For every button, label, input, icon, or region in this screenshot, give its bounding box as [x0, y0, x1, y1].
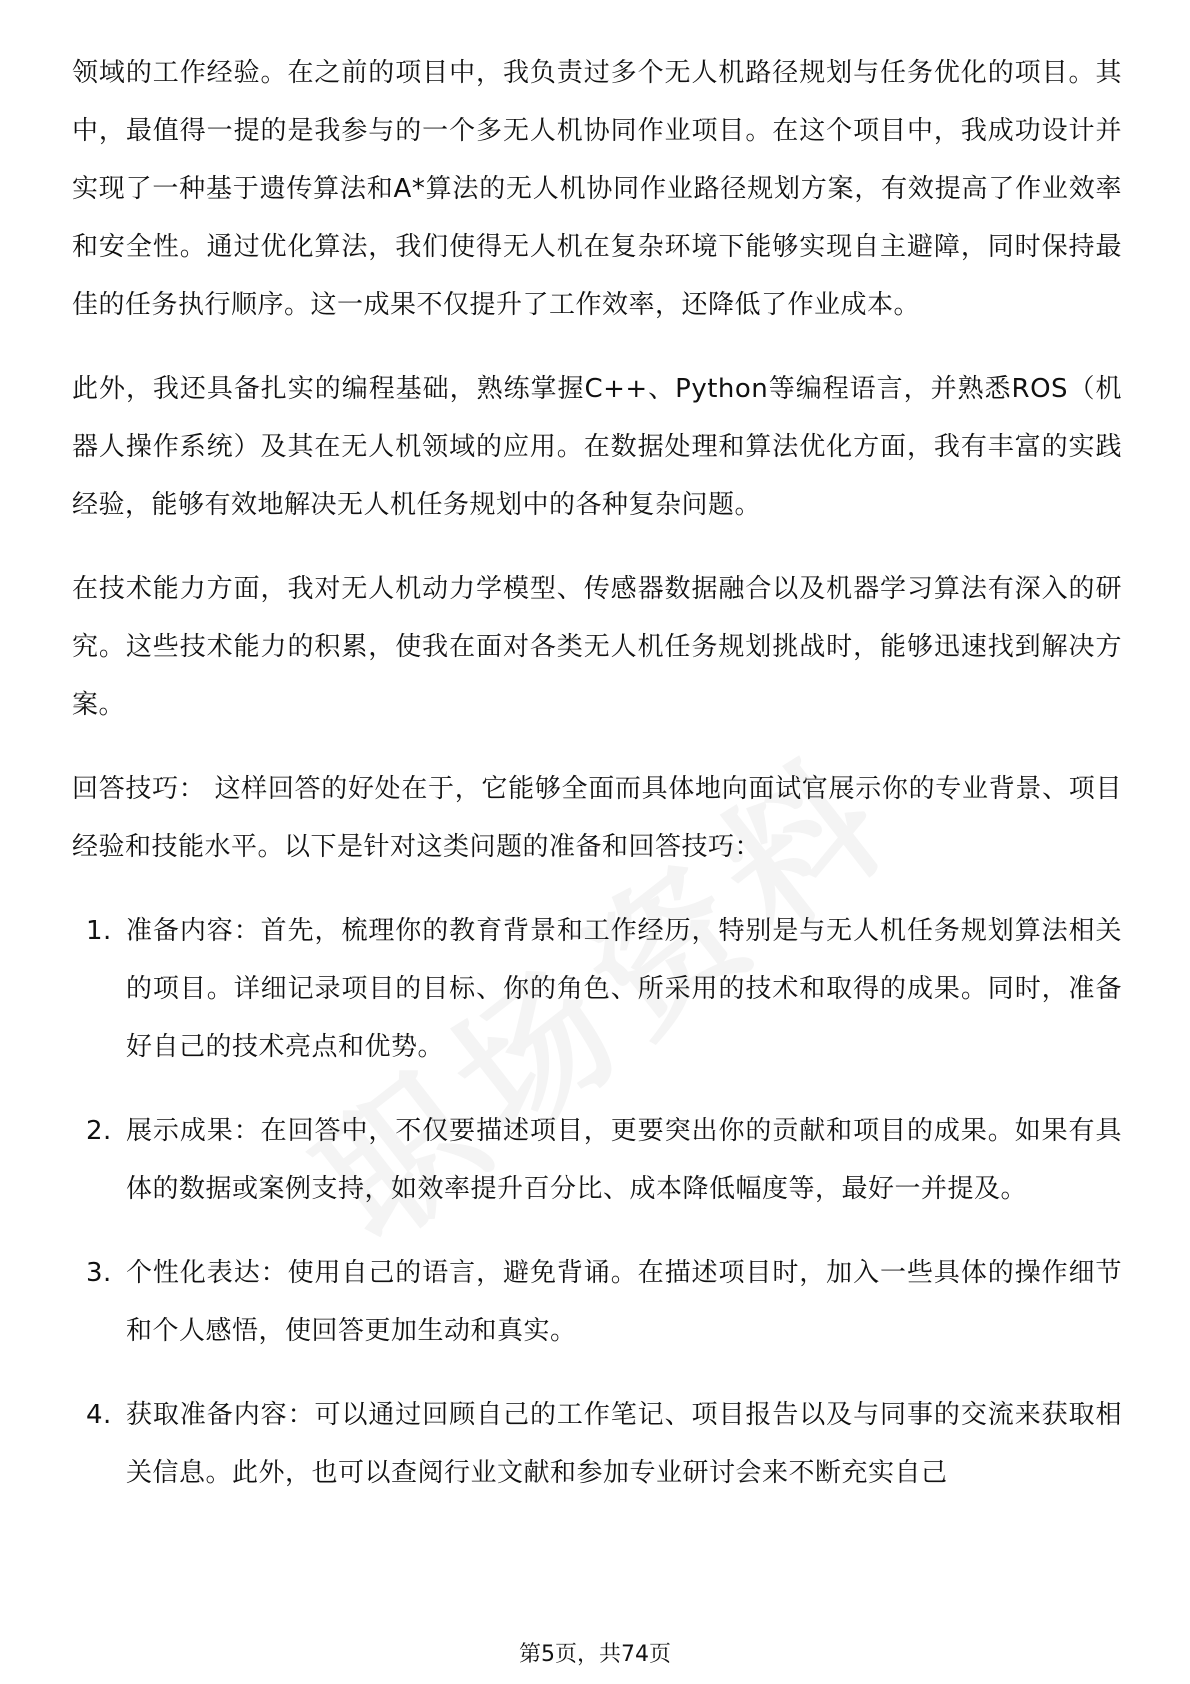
page-number-footer: 第5页，共74页 — [519, 1642, 671, 1667]
paragraph-tips-intro: 回答技巧： 这样回答的好处在于，它能够全面而具体地向面试官展示你的专业背景、项目经验和技能水平。以下是针对这类问题的准备和回答技巧： — [72, 774, 1122, 862]
list-text: 准备内容：首先，梳理你的教育背景和工作经历，特别是与无人机任务规划算法相关的项目。详细记录项目的目标、你的角色、所采用的技术和取得的成果。同时，准备好自己的技术亮点和优势。 — [126, 916, 1122, 1062]
tips-list — [72, 902, 1122, 1502]
paragraph-programming: 此外，我还具备扎实的编程基础，熟练掌握C++、Python等编程语言，并熟悉ROS（机器人操作系统）及其在无人机领域的应用。在数据处理和算法优化方面，我有丰富的实践经验，能够有效地解决无人机任务规划中的各种复杂问题。 — [72, 374, 1122, 520]
list-number: 2. — [86, 1116, 112, 1146]
list-item — [72, 1102, 1122, 1218]
list-item — [72, 1244, 1122, 1360]
list-text: 个性化表达：使用自己的语言，避免背诵。在描述项目时，加入一些具体的操作细节和个人感悟，使回答更加生动和真实。 — [126, 1258, 1122, 1346]
list-item — [72, 902, 1122, 1076]
list-number: 4. — [86, 1400, 112, 1430]
document-body — [72, 44, 1122, 1528]
list-item — [72, 1386, 1122, 1502]
list-number: 1. — [86, 916, 112, 946]
paragraph-experience: 领域的工作经验。在之前的项目中，我负责过多个无人机路径规划与任务优化的项目。其中，最值得一提的是我参与的一个多无人机协同作业项目。在这个项目中，我成功设计并实现了一种基于遗传算法和A*算法的无人机协同作业路径规划方案，有效提高了作业效率和安全性。通过优化算法，我们使得无人机在复杂环境下能够实现自主避障，同时保持最佳的任务执行顺序。这一成果不仅提升了工作效率，还降低了作业成本。 — [72, 58, 1122, 320]
list-text: 展示成果：在回答中，不仅要描述项目，更要突出你的贡献和项目的成果。如果有具体的数据或案例支持，如效率提升百分比、成本降低幅度等，最好一并提及。 — [126, 1116, 1122, 1204]
list-text: 获取准备内容：可以通过回顾自己的工作笔记、项目报告以及与同事的交流来获取相关信息。此外，也可以查阅行业文献和参加专业研讨会来不断充实自己 — [126, 1400, 1122, 1488]
paragraph-technical: 在技术能力方面，我对无人机动力学模型、传感器数据融合以及机器学习算法有深入的研究。这些技术能力的积累，使我在面对各类无人机任务规划挑战时，能够迅速找到解决方案。 — [72, 574, 1122, 720]
list-number: 3. — [86, 1258, 112, 1288]
